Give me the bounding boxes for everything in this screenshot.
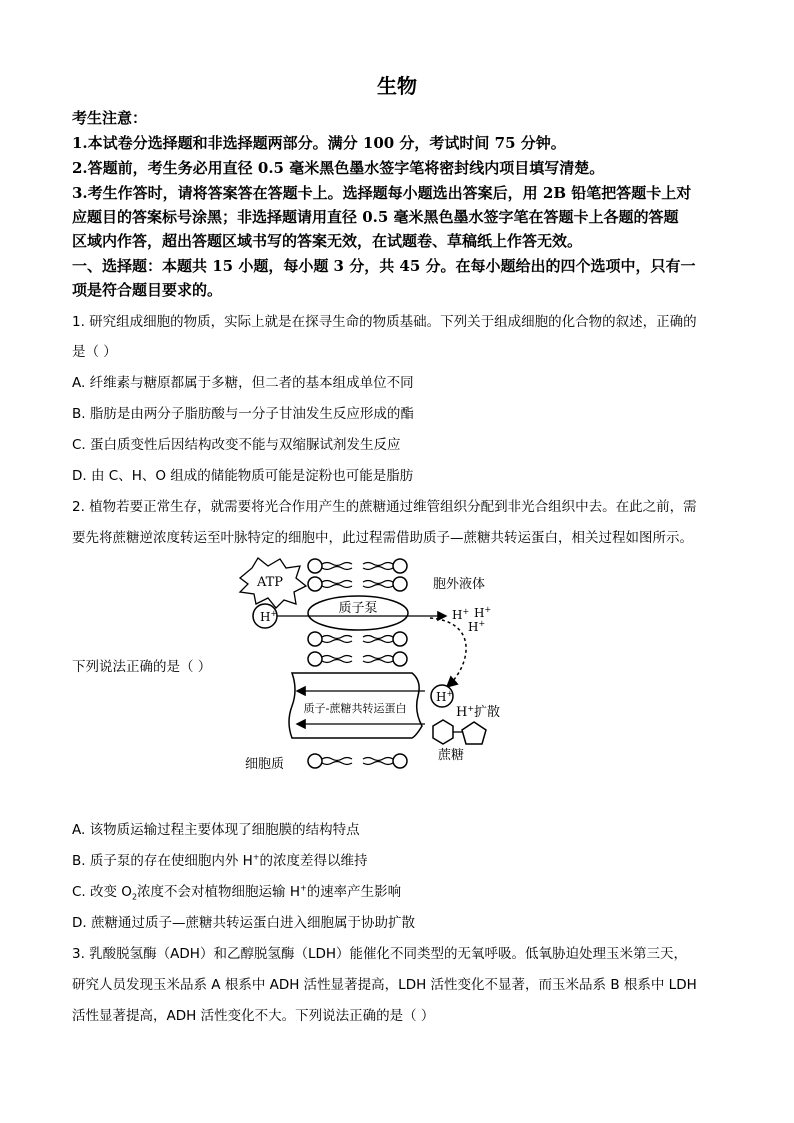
proton-pump-label: 质子泵 (338, 601, 378, 616)
question-1-option-d: D. 由 C、H、O 组成的储能物质可能是淀粉也可能是脂肪 (72, 468, 414, 484)
proton-right-label: H+ (436, 689, 454, 704)
proton-cluster-label: H+ (474, 605, 492, 620)
question-3-stem: 3. 乳酸脱氢酶（ADH）和乙醇脱氢酶（LDH）能催化不同类型的无氧呼吸。低氧胁迫处理玉米第三天， (72, 946, 688, 962)
question-1-option-b: B. 脂肪是由两分子脂肪酸与一分子甘油发生反应形成的酯 (72, 406, 414, 422)
section-heading: 一、选择题：本题共 15 小题，每小题 3 分，共 45 分。在每小题给出的四个选项中，只有一 (72, 257, 696, 275)
proton-diffusion-label: H+扩散 (456, 704, 501, 720)
membrane-transport-figure (230, 556, 520, 778)
question-2-option-a: A. 该物质运输过程主要体现了细胞膜的结构特点 (72, 822, 360, 838)
notice-heading: 考生注意： (72, 109, 148, 127)
question-2-stem: 要先将蔗糖逆浓度转运至叶脉特定的细胞中，此过程需借助质子—蔗糖共转运蛋白，相关过程如图所示。 (72, 530, 693, 546)
question-1-stem: 是（ ） (72, 344, 117, 360)
section-heading: 项是符合题目要求的。 (72, 281, 223, 299)
proton-cluster-label: H+ (452, 607, 470, 622)
question-2-option-c: C. 改变 $O_2$浓度不会对植物细胞运输 H+的速率产生影响 (72, 883, 402, 902)
notice-line: 1.本试卷分选择题和非选择题两部分。满分 100 分，考试时间 75 分钟。 (72, 134, 566, 152)
page-title: 生物 (377, 74, 417, 98)
atp-label: ATP (256, 575, 284, 590)
proton-cluster-label: H+ (468, 619, 486, 634)
proton-left-label: H+ (260, 609, 278, 624)
diffusion-path (430, 618, 466, 686)
question-1-option-a: A. 纤维素与糖原都属于多糖，但二者的基本组成单位不同 (72, 375, 414, 391)
question-2-prompt: 下列说法正确的是（ ） (72, 659, 212, 675)
question-1-stem: 1. 研究组成细胞的物质，实际上就是在探寻生命的物质基础。下列关于组成细胞的化合物的叙述，正确的 (72, 314, 697, 330)
sucrose-glucose-ring (433, 720, 453, 744)
sucrose-label: 蔗糖 (438, 748, 465, 763)
sucrose-fructose-ring (462, 722, 486, 744)
question-3-stem: 研究人员发现玉米品系 A 根系中 ADH 活性显著提高，LDH 活性变化不显著，而玉米品系 B 根系中 LDH (72, 977, 697, 993)
question-2-option-b: B. 质子泵的存在使细胞内外 H+的浓度差得以维持 (72, 852, 368, 869)
cytoplasm-label: 细胞质 (245, 757, 285, 772)
question-1-option-c: C. 蛋白质变性后因结构改变不能与双缩脲试剂发生反应 (72, 437, 401, 453)
question-2-stem: 2. 植物若要正常生存，就需要将光合作用产生的蔗糖通过维管组织分配到非光合组织中去。在此之前，需 (72, 499, 697, 515)
notice-line: 区域内作答，超出答题区域书写的答案无效，在试题卷、草稿纸上作答无效。 (72, 232, 583, 250)
notice-line: 3.考生作答时，请将答案答在答题卡上。选择题每小题选出答案后，用 2B 铅笔把答题卡上对 (72, 184, 692, 202)
extracellular-label: 胞外液体 (433, 577, 486, 592)
question-2-option-d: D. 蔗糖通过质子—蔗糖共转运蛋白进入细胞属于协助扩散 (72, 915, 415, 931)
cotransporter-label: 质子-蔗糖共转运蛋白 (303, 702, 407, 715)
notice-line: 应题目的答案标号涂黑；非选择题请用直径 0.5 毫米黑色墨水签字笔在答题卡上各题的答题 (72, 208, 679, 226)
question-3-stem: 活性显著提高，ADH 活性变化不大。下列说法正确的是（ ） (72, 1008, 435, 1024)
notice-line: 2.答题前，考生务必用直径 0.5 毫米黑色墨水签字笔将密封线内项目填写清楚。 (72, 159, 605, 177)
